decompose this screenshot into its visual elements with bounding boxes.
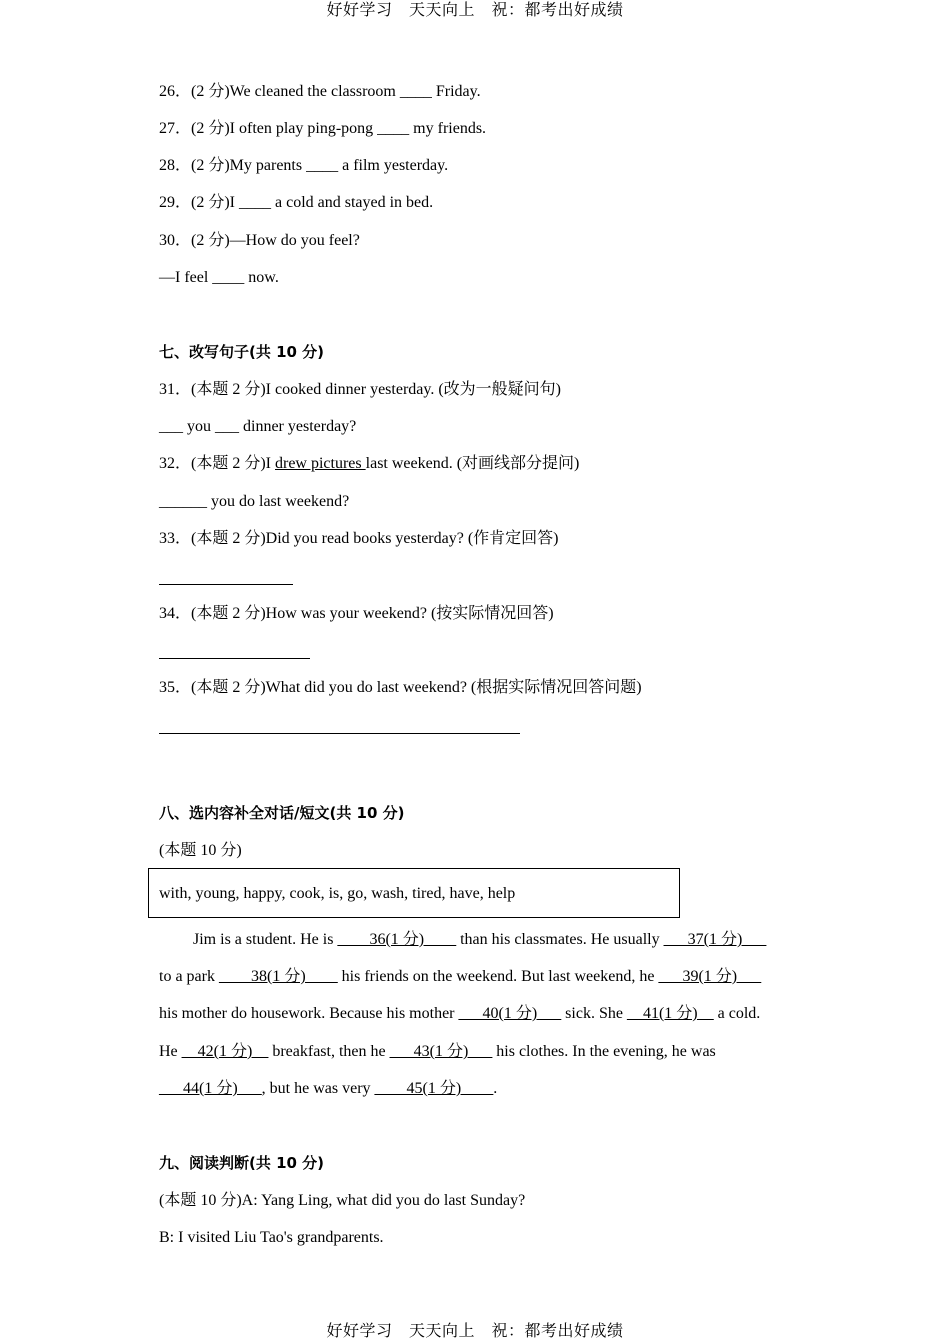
passage-text: Jim is a student. He is <box>193 931 338 948</box>
blank-44[interactable]: ___44(1 分)___ <box>159 1080 262 1097</box>
passage-text: , but he was very <box>261 1080 375 1097</box>
page-header: 好好学习 天天向上 祝：都考出好成绩 <box>326 0 624 19</box>
word-bank: with, young, happy, cook, is, go, wash, tired, have, help <box>159 885 516 902</box>
word-bank-box <box>148 868 680 918</box>
blank-39[interactable]: ___39(1 分)___ <box>658 968 762 985</box>
passage-text: breakfast, then he <box>268 1043 390 1060</box>
blank-45[interactable]: ____45(1 分)____ <box>374 1080 494 1097</box>
blank-36[interactable]: ____36(1 分)____ <box>337 931 457 948</box>
reading-line-1: (本题 10 分)A: Yang Ling, what did you do last Sunday? <box>159 1192 526 1209</box>
blank-43[interactable]: ___43(1 分)___ <box>389 1043 493 1060</box>
question-30: 30．(2 分)—How do you feel? <box>159 232 360 249</box>
blank-42[interactable]: __42(1 分)__ <box>181 1043 269 1060</box>
question-28: 28．(2 分)My parents ____ a film yesterday. <box>159 157 449 174</box>
question-32-prefix: 32．(本题 2 分)I <box>159 455 275 472</box>
passage-text: his mother do housework. Because his mother <box>159 1005 459 1022</box>
question-32-answer: ______ you do last weekend? <box>159 493 350 510</box>
passage-text: his friends on the weekend. But last weekend, he <box>337 968 659 985</box>
passage-text: his clothes. In the evening, he was <box>492 1043 716 1060</box>
answer-line-35 <box>159 733 520 734</box>
blank-37[interactable]: ___37(1 分)___ <box>663 931 767 948</box>
question-32-underlined: drew pictures <box>275 455 366 472</box>
passage-line-4 <box>159 1042 716 1062</box>
page-footer: 好好学习 天天向上 祝：都考出好成绩 <box>326 1321 624 1340</box>
blank-41[interactable]: __41(1 分)__ <box>626 1005 714 1022</box>
passage-text: He <box>159 1043 182 1060</box>
passage-text: to a park <box>159 968 219 985</box>
question-32-suffix: last weekend. (对画线部分提问) <box>365 455 580 472</box>
section-7-title: 七、改写句子(共 10 分) <box>159 343 325 361</box>
section-8-score-note: (本题 10 分) <box>159 842 242 859</box>
passage-line-5 <box>159 1079 497 1099</box>
passage-line-1 <box>193 930 766 950</box>
blank-40[interactable]: ___40(1 分)___ <box>458 1005 562 1022</box>
passage-line-2 <box>159 967 761 987</box>
question-31-answer: ___ you ___ dinner yesterday? <box>159 418 357 435</box>
question-27: 27．(2 分)I often play ping-pong ____ my friends. <box>159 120 487 137</box>
section-8-title: 八、选内容补全对话/短文(共 10 分) <box>159 804 405 822</box>
passage-text: a cold. <box>713 1005 761 1022</box>
question-33: 33．(本题 2 分)Did you read books yesterday? (作肯定回答) <box>159 530 559 547</box>
passage-text: than his classmates. He usually <box>456 931 664 948</box>
answer-line-33 <box>159 584 293 585</box>
passage-text: . <box>493 1080 498 1097</box>
answer-line-34 <box>159 658 310 659</box>
question-29: 29．(2 分)I ____ a cold and stayed in bed. <box>159 194 434 211</box>
reading-line-2: B: I visited Liu Tao's grandparents. <box>159 1229 384 1246</box>
section-9-title: 九、阅读判断(共 10 分) <box>159 1154 325 1172</box>
question-31: 31．(本题 2 分)I cooked dinner yesterday. (改为一般疑问句) <box>159 381 561 398</box>
blank-38[interactable]: ____38(1 分)____ <box>218 968 338 985</box>
question-35: 35．(本题 2 分)What did you do last weekend? (根据实际情况回答问题) <box>159 679 642 696</box>
question-34: 34．(本题 2 分)How was your weekend? (按实际情况回答) <box>159 605 554 622</box>
passage-text: sick. She <box>561 1005 627 1022</box>
question-26: 26．(2 分)We cleaned the classroom ____ Friday. <box>159 83 481 100</box>
passage-line-3 <box>159 1004 760 1024</box>
question-30-answer: —I feel ____ now. <box>159 269 279 286</box>
question-32 <box>159 454 579 474</box>
